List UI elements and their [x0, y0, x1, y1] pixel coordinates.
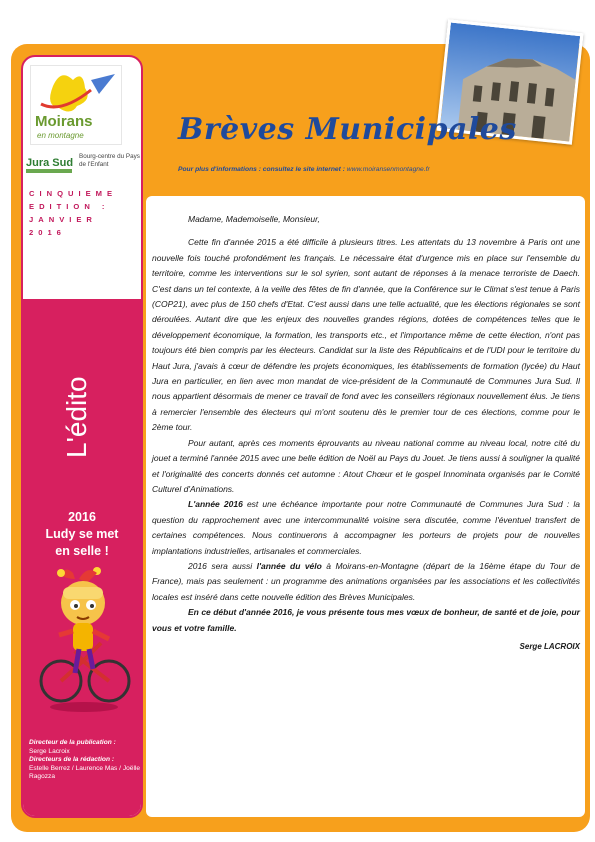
credits-pub-label: Directeur de la publication :: [29, 739, 116, 746]
letter-paragraph-1: Cette fin d'année 2015 a été difficile à plusieurs titres. Les attentats du 13 novembre à Paris ont une nouvelle fois touché profondément les français. Le nécessaire état d'urgence mis en place sur l'ensemble du territoire, comme les interventions sur le sol syrien, sont autant de réponses à la menace terroriste de Daech. C'est dans un tel contexte, à la veille des fêtes de fin d'année, que la Conférence sur le Climat s'est tenue à Paris (COP21), avec plus de 150 chefs d'Etat. C'est aussi dans une telle actualité, que les élections régionales se sont déroulées. Autant dire que les enjeux des nouvelles grandes régions, dotées de compétences telles que le développement économique, la formation, les transports etc., et l'importance même de cette élection, n'ont pas toujours été bien compris par les électeurs. Candidat sur la liste des Républicains et de l'UDI pour le territoire du Haut Jura, j'avais à cœur de défendre les projets économiques, les établissements de formation (lycée) du Haut Jura en particulier, en lien avec mon mandat de vice-président de la Communauté de Communes Jura Sud. Il nous appartient désormais de mener ce travail de fond avec les conseillers régionaux nouvellement élus. Je tiens à remercier l'ensemble des électeurs qui m'ont soutenu dès le premier tour de ces élections, comme pour le 2ème tour.: [152, 237, 580, 433]
letter-wishes: En ce début d'année 2016, je vous présente tous mes vœux de bonheur, de santé et de joie, pour vous et votre famille.: [152, 607, 580, 633]
credits-pub: Serge Lacroix: [29, 747, 70, 755]
newsletter-title: Brèves Municipales: [178, 112, 517, 147]
credits-red: Estelle Berrez / Laurence Mas / Joëlle Ragozza: [29, 764, 141, 781]
slogan-line3: en selle !: [55, 544, 109, 558]
credits: [29, 739, 141, 782]
logo-subtext: en montagne: [37, 131, 84, 140]
slogan-year: 2016: [68, 510, 96, 524]
letter-paragraph-3-text: est une échéance importante pour notre Communauté de Communes Jura Sud : la question du rapprochement avec une intercommunalité voisine sera discutée, comme l'éventuel transfert de certaines compétences. Nous continuerons à accompagner les porteurs de projets pour de nouvelles implantations industrielles, artisanales et commerciales.: [152, 499, 580, 556]
jura-logo-text: Jura Sud: [26, 157, 74, 169]
letter-paragraph-2: Pour autant, après ces moments éprouvants au niveau national comme au niveau local, notre cité du jouet a terminé l'année 2015 avec une belle édition de Noël au Pays du Jouet. Je tiens aussi à souligner la qualité et l'originalité des concerts donnés cet automne : Atout Chœur et le gospel Innominata organisés par le Comité Culturel d'Animations.: [152, 437, 580, 494]
letter-paragraph-4: [152, 559, 580, 605]
letter-greeting: Madame, Mademoiselle, Monsieur,: [188, 214, 320, 224]
signature: Serge LACROIX: [519, 641, 580, 651]
ludy-mascot-illustration: [35, 565, 133, 713]
letter-paragraph-3: [152, 497, 580, 559]
year-2016-emphasis: L'année 2016: [188, 499, 243, 510]
edito-text: L'édito: [61, 376, 92, 458]
slogan-line2: Ludy se met: [45, 527, 119, 541]
bike-year-emphasis: l'année du vélo: [256, 560, 322, 571]
edito-heading: [51, 372, 111, 482]
bourg-caption: Bourg-centre du Pays de l'Enfant: [79, 153, 140, 168]
moirans-logo: [30, 65, 122, 145]
credits-red-label: Directeurs de la rédaction :: [29, 756, 115, 764]
website-link[interactable]: www.moiransenmontagne.fr: [346, 166, 430, 173]
sidebar: [21, 55, 143, 818]
editorial-letter: [152, 212, 580, 654]
info-line: [178, 166, 430, 173]
edition-label: CINQUIEME EDITION : JANVIER 2016: [29, 189, 118, 237]
info-label: Pour plus d'informations : consultez le site internet :: [178, 166, 345, 173]
jura-sud-logo: [25, 153, 75, 175]
slogan: [27, 509, 137, 560]
letter-paragraph-4-b: à Moirans-en-Montagne (départ de la 16ème étape du Tour de France), mais pas seulement : un programme des animations organisées par les associations et les collectivités locales est inséré dans cette nouvelle édition des Brèves Municipales.: [152, 560, 580, 602]
letter-paragraph-4-a: 2016 sera aussi: [188, 560, 257, 571]
logo-text: Moirans: [35, 113, 93, 130]
